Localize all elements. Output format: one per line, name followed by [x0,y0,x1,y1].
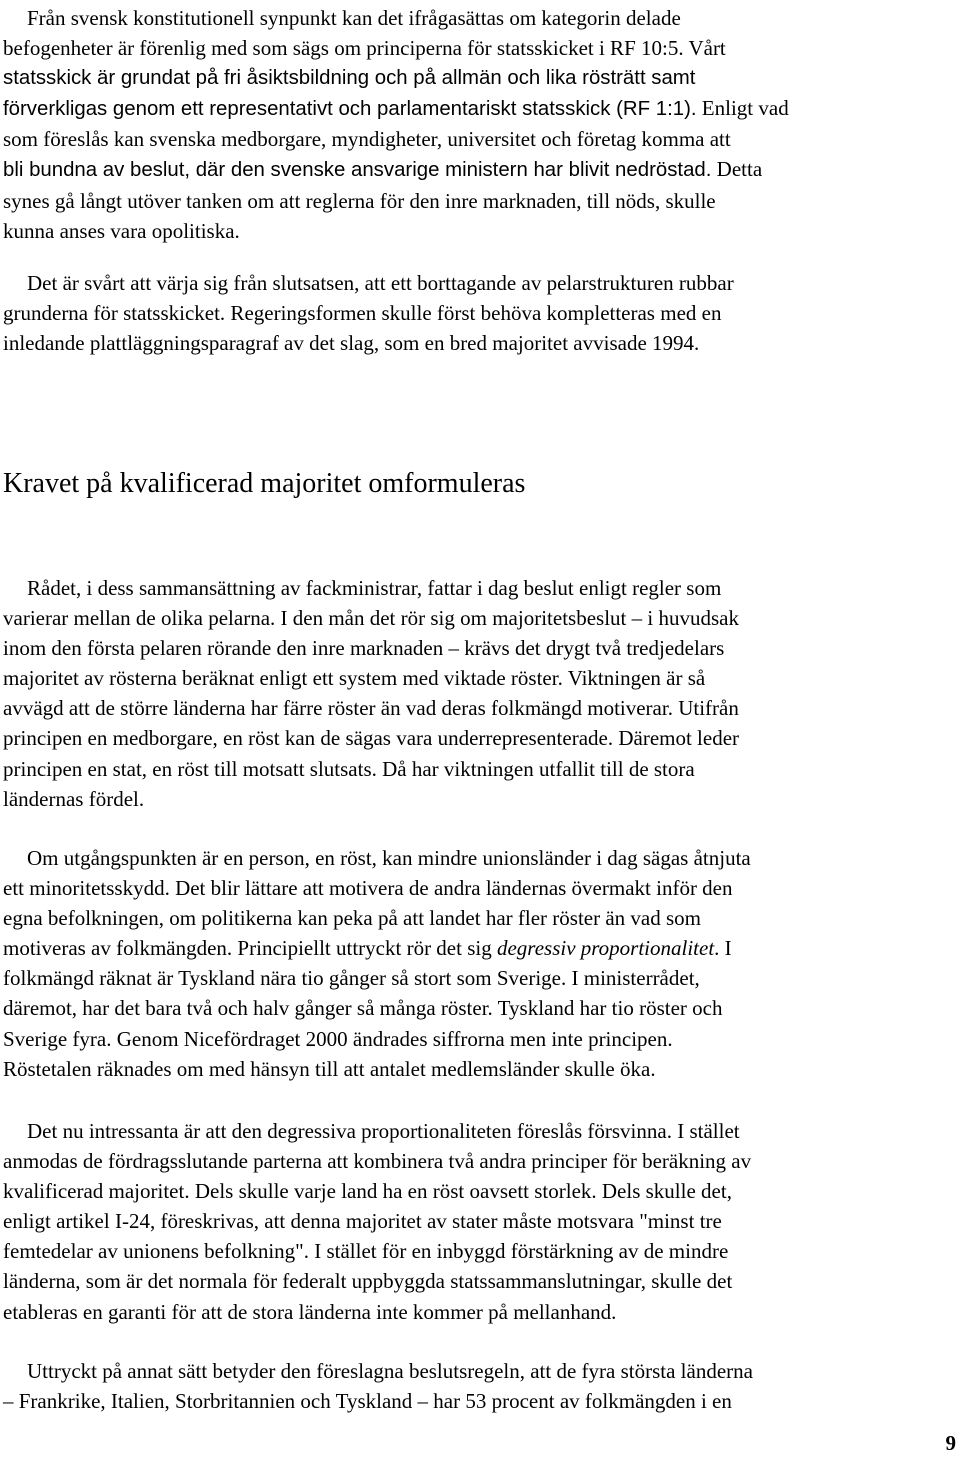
page-number: 9 [945,1431,956,1455]
text-line: Från svensk konstitutionell synpunkt kan det ifrågasättas om kategorin delade [27,6,681,30]
text-line: ett minoritetsskydd. Det blir lättare att motivera de andra ländernas övermakt inför den [3,876,733,901]
text-line: avvägd att de större länderna har färre röster än vad deras folkmängd motiverar. Utifrån [3,696,739,721]
text-line: kvalificerad majoritet. Dels skulle varje land ha en röst oavsett storlek. Dels skulle det, [3,1179,732,1204]
text-line: Röstetalen räknades om med hänsyn till att antalet medlemsländer skulle öka. [3,1056,656,1081]
text-line: – Frankrike, Italien, Storbritannien och Tyskland – har 53 procent av folkmängden i en [3,1389,732,1414]
text-fragment: bli bundna av beslut, där den svenske ansvarige ministern har blivit nedröstad. [3,159,712,182]
text-line: femtedelar av unionens befolkning". I stället för en inbyggd förstärkning av de mindre [3,1239,729,1264]
text-line: synes gå långt utöver tanken om att reglerna för den inre marknaden, till nöds, skulle [3,188,716,213]
text-line: Rådet, i dess sammansättning av fackministrar, fattar i dag beslut enligt regler som [27,576,722,600]
text-line: folkmängd räknat är Tyskland nära tio gånger så stort som Sverige. I ministerrådet, [3,966,700,991]
paragraph-decision-rule [3,1356,918,1416]
text-fragment: Enligt vad [696,96,789,121]
text-fragment: Detta [711,157,763,182]
text-line: Sverige fyra. Genom Nicefördraget 2000 ändrades siffrorna men inte principen. [3,1026,673,1051]
paragraph-minority-protection [3,843,918,1084]
section-heading: Kravet på kvalificerad majoritet omformuleras [3,468,526,499]
text-line: däremot, har det bara två och halv gånger så många röster. Tyskland har tio röster och [3,996,723,1021]
text-line: inom den första pelaren rörande den inre marknaden – krävs det drygt två tredjedelars [3,636,725,661]
text-line: varierar mellan de olika pelarna. I den mån det rör sig om majoritetsbeslut – i huvudsak [3,606,739,631]
text-line [3,933,918,963]
text-line: kunna anses vara opolitiska. [3,218,240,243]
text-line: som föreslås kan svenska medborgare, myndigheter, universitet och företag komma att [3,127,731,152]
text-line: länderna, som är det normala för federalt uppbyggda statssammanslutningar, skulle det [3,1269,733,1294]
text-line: enligt artikel I-24, föreskrivas, att denna majoritet av stater måste motsvara "minst tre [3,1209,722,1234]
text-line: egna befolkningen, om politikerna kan peka på att landet har fler röster än vad som [3,906,702,931]
paragraph-pillar-structure [3,268,918,358]
text-line: grunderna för statsskicket. Regeringsformen skulle först behöva kompletteras med en [3,301,722,326]
text-line [3,154,918,185]
paragraph-council-voting [3,573,918,814]
text-line: Det är svårt att värja sig från slutsatsen, att ett borttagande av pelarstrukturen rubbar [27,271,734,295]
text-fragment: . I [714,936,732,961]
text-line: ländernas fördel. [3,786,145,811]
text-line: Om utgångspunkten är en person, en röst, kan mindre unionsländer i dag sägas åtnjuta [27,846,751,870]
emphasized-term: degressiv proportionalitet [496,936,715,961]
text-line: Uttryckt på annat sätt betyder den föreslagna beslutsregeln, att de fyra största länderna [27,1359,753,1383]
text-line: principen en stat, en röst till motsatt slutsats. Då har viktningen utfallit till de stora [3,756,695,781]
text-line: principen en medborgare, en röst kan de sägas vara underrepresenterade. Däremot leder [3,726,740,751]
text-fragment: förverkligas genom ett representativt och parlamentariskt statsskick (RF 1:1). [3,98,697,121]
paragraph-degressive-proportionality [3,1116,918,1327]
text-line: statsskick är grundat på fri åsiktsbildning och på allmän och lika rösträtt samt [3,67,696,90]
text-line: majoritet av rösterna beräknat enligt ett system med viktade röster. Viktningen är så [3,666,706,691]
paragraph-constitutional-view [3,3,918,246]
text-line [3,93,918,124]
text-line: inledande plattläggningsparagraf av det slag, som en bred majoritet avvisade 1994. [3,331,700,356]
text-line: etableras en garanti för att de stora länderna inte kommer på mellanhand. [3,1299,617,1324]
text-line: Det nu intressanta är att den degressiva proportionaliteten föreslås försvinna. I stället [27,1119,740,1143]
text-fragment: motiveras av folkmängden. Principiellt uttryckt rör det sig [3,936,497,961]
text-line: befogenheter är förenlig med som sägs om principerna för statsskicket i RF 10:5. Vårt [3,36,726,61]
text-line: anmodas de fördragsslutande parterna att kombinera två andra principer för beräkning av [3,1149,752,1174]
